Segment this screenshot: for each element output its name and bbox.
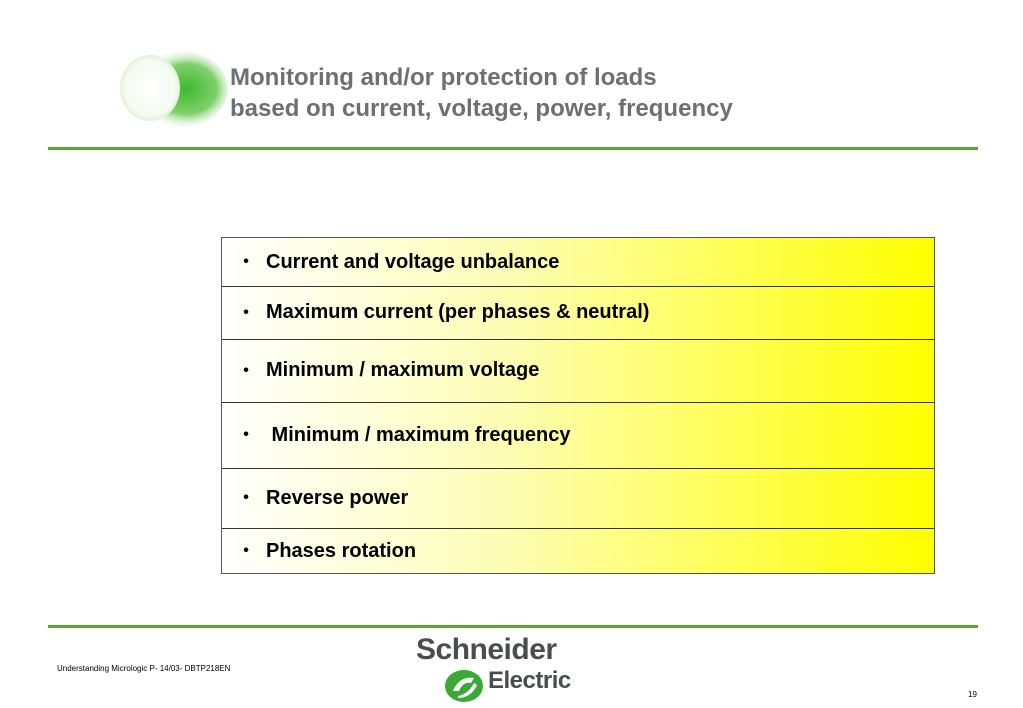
list-item — [222, 238, 934, 287]
bullet-icon: • — [243, 426, 249, 443]
list-item-label: Minimum / maximum voltage — [266, 359, 540, 381]
page-title — [230, 62, 733, 124]
bullet-icon: • — [243, 253, 249, 270]
title-line-1: Monitoring and/or protection of loads — [230, 64, 657, 91]
footer-divider — [48, 625, 978, 628]
title-line-2: based on current, voltage, power, frequency — [230, 95, 733, 122]
list-item-label: Current and voltage unbalance — [266, 250, 560, 273]
header-divider — [48, 147, 978, 150]
list-item — [222, 339, 934, 403]
logo-text-electric: Electric — [488, 667, 571, 694]
bullet-icon: • — [243, 303, 249, 321]
bullet-icon: • — [243, 361, 249, 379]
feature-list — [221, 237, 935, 574]
document-reference: Understanding Micrologic P- 14/03- DBTP218EN — [57, 664, 231, 673]
bullet-icon: • — [243, 489, 249, 506]
list-item-label: Phases rotation — [266, 539, 417, 562]
list-item-label: Minimum / maximum frequency — [266, 423, 571, 446]
list-item-label: Maximum current (per phases & neutral) — [266, 301, 650, 323]
schneider-electric-logo — [416, 633, 588, 706]
green-orb-icon — [110, 48, 230, 130]
list-item — [222, 402, 934, 469]
page-number: 19 — [968, 690, 977, 699]
list-item-label: Reverse power — [266, 486, 409, 509]
bullet-icon: • — [243, 542, 249, 559]
logo-text-schneider: Schneider — [416, 633, 557, 666]
list-item — [222, 528, 934, 574]
list-item — [222, 468, 934, 529]
list-item — [222, 286, 934, 340]
schneider-logo-icon — [444, 669, 484, 703]
